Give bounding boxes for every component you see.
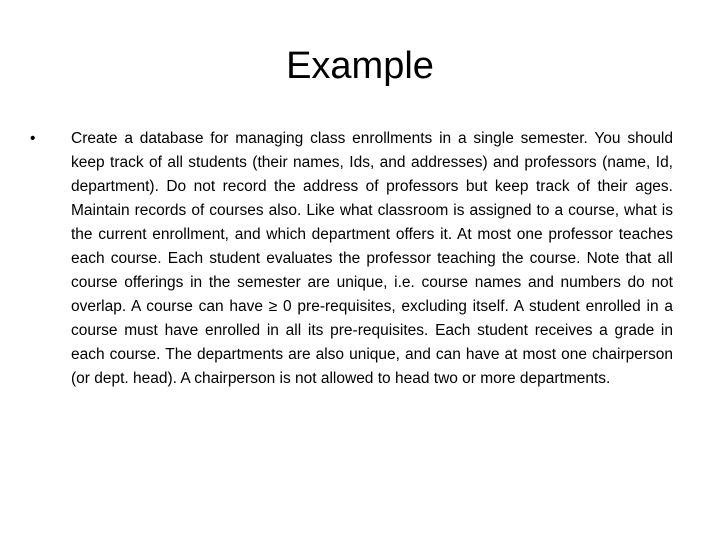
slide-title: Example [286, 45, 434, 87]
bullet-text: Create a database for managing class enrollments in a single semester. You should keep track of all students (their names, Ids, and addresses) and professors (name, Id, department). Do not record the address of professors but keep track of their ages. Maintain records of courses also. Like what classroom is assigned to a course, what is the current enrollment, and which department offers it. At most one professor teaches each course. Each student evaluates the professor teaching the course. Note that all course offerings in the semester are unique, i.e. course names and numbers do not overlap. A course can have ≥ 0 pre-requisites, excluding itself. A student enrolled in a course must have enrolled in all its pre-requisites. Each student receives a grade in each course. The departments are also unique, and can have at most one chairperson (or dept. head). A chairperson is not allowed to head two or more departments. [71, 130, 673, 387]
bullet-list [30, 127, 673, 391]
bullet-item [30, 127, 673, 391]
bullet-marker-icon: • [30, 130, 36, 147]
